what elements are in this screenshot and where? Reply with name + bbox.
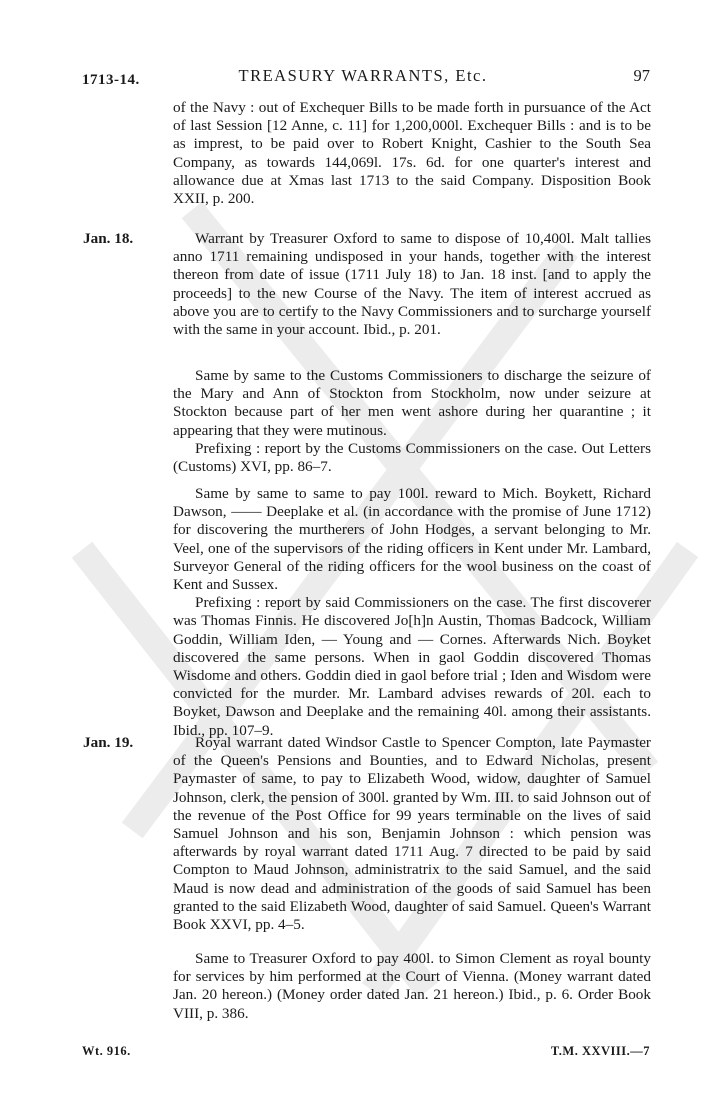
entry-reward-murtherers	[173, 485, 651, 740]
header-year: 1713-14.	[82, 72, 140, 88]
entry-continuation	[173, 99, 651, 208]
entry-paragraph: of the Navy : out of Exchequer Bills to be made forth in pursuance of the Act of last Session [12 Anne, c. 11] for 1,200,000l. Exchequer Bills : and is to be as imprest, to be paid over to Robert Knight, Cashier to the South Sea Company, as towards 144,069l. 17s. 6d. for one quarter's interest and allowance due at Xmas last 1713 to the said Company. Disposition Book XXII, p. 200.	[173, 99, 651, 208]
entry-paragraph: Royal warrant dated Windsor Castle to Spencer Compton, late Paymaster of the Queen's Pensions and Bounties, and to Edward Nicholas, present Paymaster of same, to pay to Elizabeth Wood, widow, daughter of Samuel Johnson, clerk, the pension of 300l. granted by Wm. III. to said Johnson out of the revenue of the Post Office for 99 years terminable on the lives of said Samuel Johnson and his son, Benjamin Johnson : which pension was afterwards by royal warrant dated 1711 Aug. 7 directed to be paid by said Compton to Maud Johnson, administratrix to the said Samuel, and the said Maud is now dead and administration of the goods of said Samuel has been granted to the said Elizabeth Wood, daughter of said Samuel. Queen's Warrant Book XXVI, pp. 4–5.	[173, 734, 651, 934]
entry-paragraph: Same by same to same to pay 100l. reward to Mich. Boykett, Richard Dawson, —— Deeplake et al. (in accordance with the promise of June 1712) for discovering the murtherers of John Hodges, a servant belonging to Mr. Veel, one of the supervisors of the riding officers in Kent under Mr. Lambard, Surveyor General of the riding officers for the wool business on the coast of Kent and Sussex.	[173, 485, 651, 594]
entry-paragraph: Warrant by Treasurer Oxford to same to dispose of 10,400l. Malt tallies anno 1711 remaining undisposed in your hands, together with the interest thereon from date of issue (1711 July 18) to Jan. 18 inst. [and to apply the proceeds] to the new Course of the Navy. The item of interest accrued as above you are to certify to the Navy Commissioners and to surcharge yourself with the same in your account. Ibid., p. 201.	[173, 230, 651, 339]
entry-prefixing: Prefixing : report by the Customs Commissioners on the case. Out Letters (Customs) XVI, pp. 86–7.	[173, 439, 651, 476]
entry-mary-and-ann	[173, 367, 651, 476]
entry-paragraph: Same to Treasurer Oxford to pay 400l. to Simon Clement as royal bounty for services by him performed at the Court of Vienna. (Money warrant dated Jan. 20 hereon.) (Money order dated Jan. 21 hereon.) Ibid., p. 6. Order Book VIII, p. 386.	[173, 950, 651, 1022]
entry-prefixing: Prefixing : report by said Commissioners on the case. The first discoverer was Thomas Finnis. He discovered Jo[h]n Austin, Thomas Badcock, William Goddin, William Iden, — Young and — Cornes. Afterwards Nich. Boyket discovered the same persons. When in gaol Goddin discovered Thomas Wisdome and others. Goddin died in gaol before trial ; Iden and Wisdom were convicted for the murder. Mr. Lambard advises rewards of 20l. each to Boyket, Dawson and Deeplake and the remaining 40l. among their assistants. Ibid., pp. 107–9.	[173, 594, 651, 739]
entry-date: Jan. 18.	[83, 230, 134, 247]
entry-date: Jan. 19.	[83, 734, 134, 751]
footer-signature: T.M. XXVIII.—7	[550, 1044, 650, 1058]
page-number: 97	[633, 66, 650, 85]
entry-paragraph: Same by same to the Customs Commissioners to discharge the seizure of the Mary and Ann of Stockton from Stockholm, now under seizure at Stockton because part of her men went ashore during her quarantine ; it appearing that they were mutinous.	[173, 367, 651, 439]
header-title: TREASURY WARRANTS, Etc.	[238, 66, 488, 85]
page-header	[0, 66, 726, 90]
entry-warrant-malt-tallies	[173, 230, 651, 339]
entry-simon-clement	[173, 950, 651, 1023]
footer-print-mark: Wt. 916.	[82, 1044, 131, 1058]
entry-royal-warrant-pension	[173, 734, 651, 934]
